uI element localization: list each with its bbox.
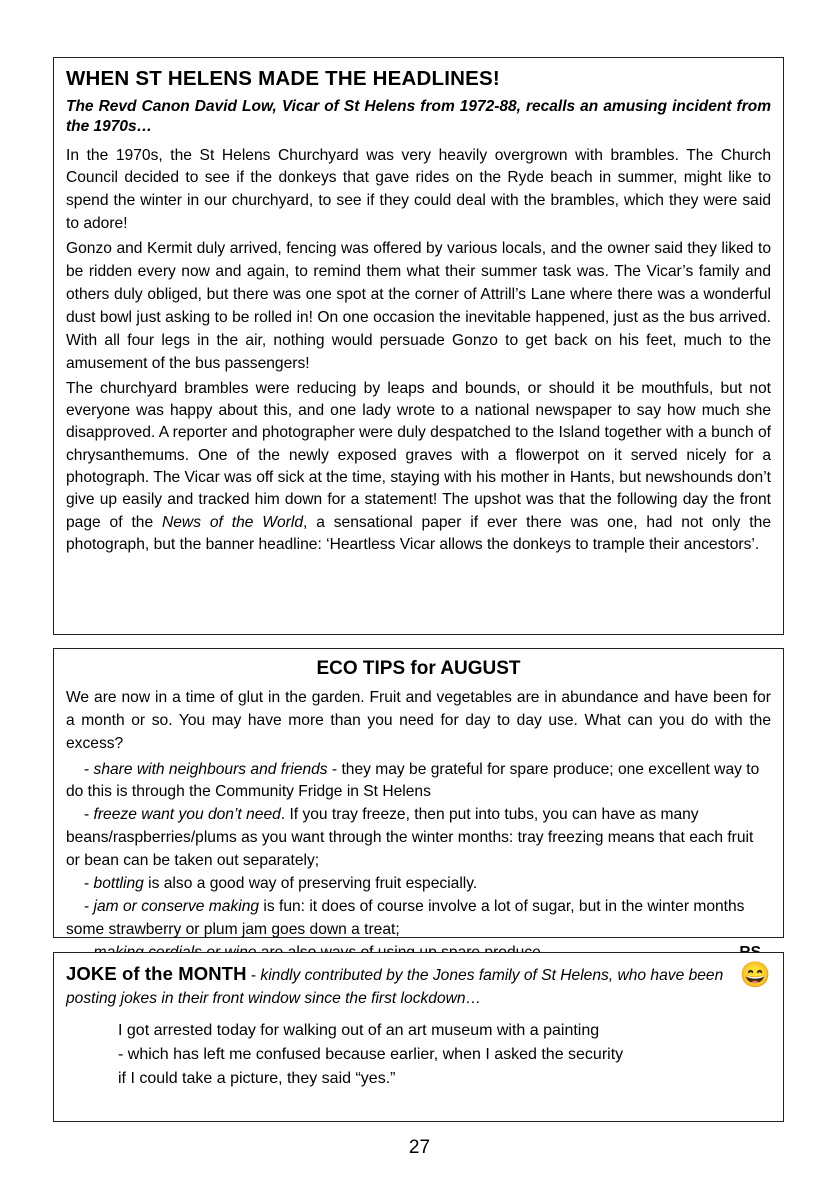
eco-tip-dash: - [84,898,94,916]
article-paragraph-3 [66,378,771,556]
eco-tip-text: is fun: it does of course involve a lot of sugar, but in the winter months some strawberry or plum jam goes down a treat; [66,898,745,939]
newspaper-name: News of the World [162,513,304,531]
eco-tip-text: is also a good way of preserving fruit especially. [143,875,478,893]
joke-credit: kindly contributed by the Jones family of St Helens, who have been posting jokes in their front window since the first lockdown… [66,967,724,1007]
page-number: 27 [408,1137,431,1158]
eco-tip-emphasis: jam or conserve making [93,898,260,916]
eco-tips-intro: We are now in a time of glut in the garden. Fruit and vegetables are in abundance and have been for a month or so. You may have more than you need for day to day use. What can you do with the excess? [66,688,771,752]
eco-tip-item [66,759,771,805]
eco-tip-dash: - [84,806,94,824]
article-paragraph-3-text-end: , a sensational paper if ever there was one, had not only the photograph, but the banner headline: ‘Heartless Vicar allows the donkeys to trample their ancestors’. [66,513,771,553]
eco-tip-emphasis: bottling [93,875,144,893]
eco-box-content [54,649,783,973]
eco-tip-item [66,896,771,942]
joke-line-3: if I could take a picture, they said “yes.” [118,1070,396,1088]
joke-header [66,961,771,1010]
joke-box-content [54,953,783,1099]
eco-tip-dash: - [84,875,94,893]
article-subtitle: The Revd Canon David Low, Vicar of St Helens from 1972-88, recalls an amusing incident from the 1970s… [66,97,771,136]
joke-line-1: I got arrested today for walking out of an art museum with a painting [118,1022,600,1040]
article-title: WHEN ST HELENS MADE THE HEADLINES! [66,67,500,90]
eco-tips-title: ECO TIPS for AUGUST [316,658,521,679]
headlines-box-content [54,58,783,566]
joke-title: JOKE of the MONTH [66,963,247,984]
article-paragraph-1: In the 1970s, the St Helens Churchyard was very heavily overgrown with brambles. The Church Council decided to see if the donkeys that gave rides on the Ryde beach in summer, might like to spend the winter in our churchyard, to see if they could deal with the brambles, which they were said to adore! [66,146,771,233]
eco-tips-box [53,648,784,938]
joke-line-2: - which has left me confused because earlier, when I asked the security [118,1046,624,1064]
eco-tip-item [66,873,771,896]
smiling-face-icon: 😄 [739,961,771,989]
eco-tip-emphasis: share with neighbours and friends [93,760,328,778]
headlines-article-box [53,57,784,635]
eco-tip-item [66,804,771,873]
article-paragraph-2: Gonzo and Kermit duly arrived, fencing was offered by various locals, and the owner said they liked to be ridden every now and again, to remind them what their summer task was. The Vicar’s family and others duly obliged, but there was one spot at the corner of Attrill’s Lane where there was a wonderful dust bowl just asking to be rolled in! On one occasion the inevitable happened, just as the bus arrived. With all four legs in the air, nothing would persuade Gonzo to get back on his feet, much to the amusement of the bus passengers! [66,240,771,372]
eco-tip-emphasis: freeze want you don’t need [93,806,281,824]
eco-tip-text: - they may be grateful for spare produce; one excellent way to do this is through the Community Fridge in St Helens [66,760,760,801]
eco-tip-dash: - [84,760,94,778]
joke-title-dash: - [246,967,261,984]
joke-of-the-month-box [53,952,784,1122]
joke-text [118,1019,771,1091]
article-paragraph-3-text-start: The churchyard brambles were reducing by leaps and bounds, or should it be mouthfuls, but not everyone was happy about this, and one lady wrote to a national newspaper to say how much she disapproved. A reporter and photographer were duly despatched to the Island together with a bunch of chrysanthemums. One of the newly exposed graves with a flowerpot on it served nicely for a photograph. The Vicar was off sick at the time, staying with his mother in Hants, but newshounds don’t give up easily and tracked him down for a statement! The upshot was that the following day the front page of the [66,379,771,531]
eco-tip-text: . If you tray freeze, then put into tubs, you can have as many beans/raspberries/plums as you want through the winter months: tray freezing means that each fruit or bean can be taken out separately; [66,806,754,870]
